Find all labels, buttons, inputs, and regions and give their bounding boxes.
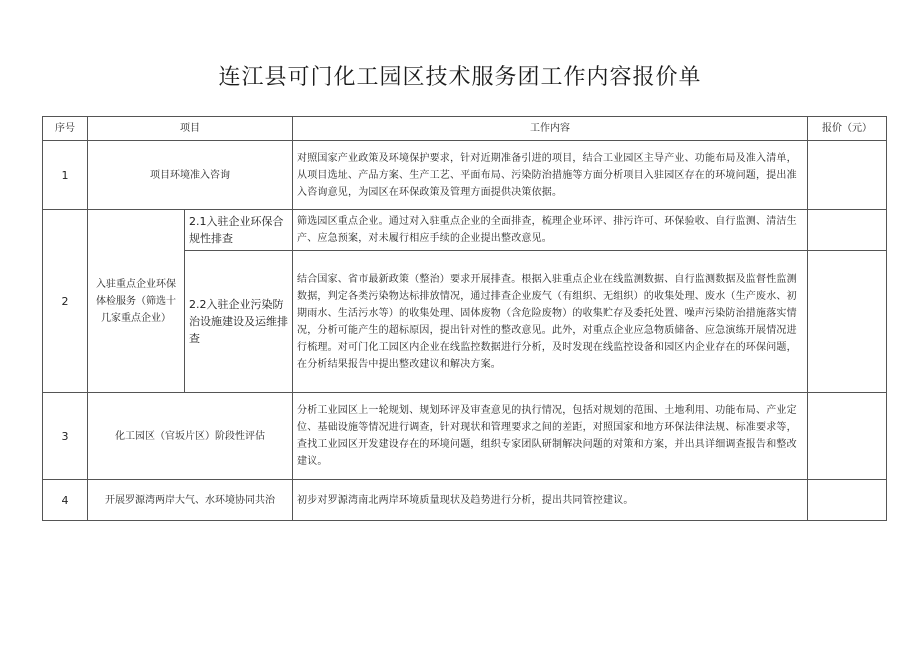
header-item: 项目 xyxy=(88,117,293,141)
row-item: 项目环境准入咨询 xyxy=(88,141,293,210)
table-row xyxy=(43,210,887,251)
row-price xyxy=(808,251,887,393)
row-seq: 3 xyxy=(43,393,88,480)
row-work: 筛选园区重点企业。通过对入驻重点企业的全面排查，梳理企业环评、排污许可、环保验收、自行监测、清洁生产、应急预案，对未履行相应手续的企业提出整改意见。 xyxy=(293,210,808,251)
row-seq: 2 xyxy=(43,210,88,393)
row-price xyxy=(808,480,887,521)
subitem-label: 2.1入驻企业环保合规性排查 xyxy=(185,210,293,251)
header-price: 报价（元） xyxy=(808,117,887,141)
subitem-label: 2.2入驻企业污染防治设施建设及运维排查 xyxy=(185,251,293,393)
header-work: 工作内容 xyxy=(293,117,808,141)
page-title: 连江县可门化工园区技术服务团工作内容报价单 xyxy=(218,65,702,90)
quote-table xyxy=(42,116,887,521)
row-price xyxy=(808,141,887,210)
row-work: 分析工业园区上一轮规划、规划环评及审查意见的执行情况，包括对规划的范围、土地利用、功能布局、产业定位、基础设施等情况进行调查，针对现状和管理要求之间的差距，对照国家和地方环保法律法规、标准要求等，查找工业园区开发建设存在的环境问题，组织专家团队研制解决问题的对策和方案，并出具详细调查报告和整改建议。 xyxy=(293,393,808,480)
row-price xyxy=(808,393,887,480)
row-item: 入驻重点企业环保体检服务（筛选十几家重点企业） xyxy=(88,210,185,393)
row-seq: 4 xyxy=(43,480,88,521)
row-item: 开展罗源湾两岸大气、水环境协同共治 xyxy=(88,480,293,521)
table-row xyxy=(43,141,887,210)
row-work: 结合国家、省市最新政策（整治）要求开展排查。根据入驻重点企业在线监测数据、自行监测数据及监督性监测数据，判定各类污染物达标排放情况，通过排查企业废气（有组织、无组织）的收集处理、废水（生产废水、初期雨水、生活污水等）的收集处理、固体废物（含危险废物）的收集贮存及委托处置、噪声污染防治措施落实情况，分析可能产生的超标原因，提出针对性的整改意见。此外，对重点企业应急物质储备、应急演练开展情况进行梳理。对可门化工园区内企业在线监控数据进行分析，及时发现在线监控设备和园区内企业存在的环保问题，在分析结果报告中提出整改建议和解决方案。 xyxy=(293,251,808,393)
row-seq: 1 xyxy=(43,141,88,210)
table-row xyxy=(43,393,887,480)
row-work: 对照国家产业政策及环境保护要求，针对近期准备引进的项目，结合工业园区主导产业、功能布局及准入清单，从项目选址、产品方案、生产工艺、平面布局、污染防治措施等方面分析项目入驻园区存在的环境问题，提出准入咨询意见，为园区在环保政策及管理方面提供决策依据。 xyxy=(293,141,808,210)
row-item: 化工园区（官坂片区）阶段性评估 xyxy=(88,393,293,480)
table-header-row xyxy=(43,117,887,141)
row-price xyxy=(808,210,887,251)
table-row xyxy=(43,480,887,521)
row-work: 初步对罗源湾南北两岸环境质量现状及趋势进行分析，提出共同管控建议。 xyxy=(293,480,808,521)
header-seq: 序号 xyxy=(43,117,88,141)
